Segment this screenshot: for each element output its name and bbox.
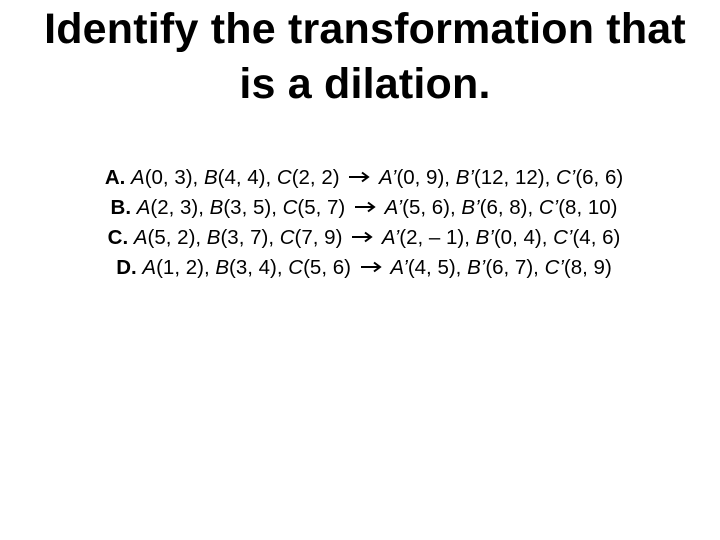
vertex-label: B bbox=[206, 226, 221, 249]
title-line-1: Identify the transformation that bbox=[44, 5, 686, 53]
vertex-label: B bbox=[209, 196, 224, 219]
vertex-label: A bbox=[136, 196, 151, 219]
vertex-label: A bbox=[133, 226, 148, 249]
vertex-label: C bbox=[279, 226, 295, 249]
vertex-coords: (5, 7) bbox=[297, 196, 346, 219]
vertex-coords: (3, 7), bbox=[220, 226, 280, 249]
image-vertex-coords: (6, 7), bbox=[485, 256, 545, 279]
vertex-coords: (7, 9) bbox=[294, 226, 343, 249]
answer-option bbox=[0, 253, 720, 283]
vertex-label: C bbox=[282, 196, 298, 219]
image-vertex-coords: (0, 9), bbox=[396, 166, 456, 189]
image-vertex-coords: (6, 8), bbox=[479, 196, 539, 219]
image-vertex-coords: (8, 9) bbox=[563, 256, 612, 279]
arrow-right-icon bbox=[359, 261, 383, 273]
image-vertex-coords: (2, – 1), bbox=[399, 226, 476, 249]
image-vertex-label: A’ bbox=[378, 166, 397, 189]
image-vertex-label: A’ bbox=[390, 256, 408, 279]
image-vertex-coords: (4, 5), bbox=[407, 256, 468, 279]
vertex-coords: (5, 2), bbox=[147, 226, 207, 249]
image-vertex-label: B’ bbox=[461, 196, 480, 219]
image-vertex-label: B’ bbox=[455, 166, 474, 189]
vertex-label: A bbox=[131, 166, 145, 189]
vertex-coords: (3, 5), bbox=[223, 196, 283, 219]
vertex-coords: (2, 2) bbox=[291, 166, 340, 189]
answer-option bbox=[0, 223, 720, 253]
option-letter: A. bbox=[104, 166, 126, 189]
slide-title bbox=[0, 2, 720, 112]
image-vertex-coords: (6, 6) bbox=[575, 166, 624, 189]
image-vertex-label: C’ bbox=[555, 166, 576, 189]
image-vertex-label: A’ bbox=[384, 196, 403, 219]
vertex-coords: (1, 2), bbox=[156, 256, 216, 279]
vertex-label: B bbox=[215, 256, 230, 279]
vertex-label: B bbox=[203, 166, 218, 189]
answer-option bbox=[0, 163, 720, 193]
answer-option bbox=[0, 193, 720, 223]
title-line-2: is a dilation. bbox=[239, 60, 491, 108]
image-vertex-coords: (8, 10) bbox=[558, 196, 618, 219]
vertex-coords: (5, 6) bbox=[303, 256, 351, 279]
vertex-label: A bbox=[142, 256, 157, 279]
image-vertex-coords: (12, 12), bbox=[473, 166, 556, 189]
image-vertex-label: C’ bbox=[553, 226, 573, 249]
vertex-coords: (4, 4), bbox=[217, 166, 277, 189]
vertex-coords: (0, 3), bbox=[144, 166, 204, 189]
vertex-label: C bbox=[288, 256, 304, 279]
image-vertex-coords: (5, 6), bbox=[402, 196, 462, 219]
arrow-right-icon bbox=[347, 171, 371, 183]
image-vertex-label: B’ bbox=[467, 256, 486, 279]
option-letter: B. bbox=[110, 196, 132, 219]
answer-options bbox=[0, 163, 720, 283]
image-vertex-label: C’ bbox=[538, 196, 559, 219]
image-vertex-label: C’ bbox=[544, 256, 564, 279]
image-vertex-label: A’ bbox=[381, 226, 400, 249]
arrow-right-icon bbox=[350, 231, 374, 243]
option-letter: C. bbox=[107, 226, 129, 249]
vertex-coords: (3, 4), bbox=[229, 256, 289, 279]
option-letter: D. bbox=[116, 256, 137, 279]
vertex-label: C bbox=[276, 166, 292, 189]
image-vertex-label: B’ bbox=[475, 226, 494, 249]
vertex-coords: (2, 3), bbox=[150, 196, 210, 219]
arrow-right-icon bbox=[353, 201, 377, 213]
image-vertex-coords: (4, 6) bbox=[572, 226, 621, 249]
image-vertex-coords: (0, 4), bbox=[493, 226, 554, 249]
